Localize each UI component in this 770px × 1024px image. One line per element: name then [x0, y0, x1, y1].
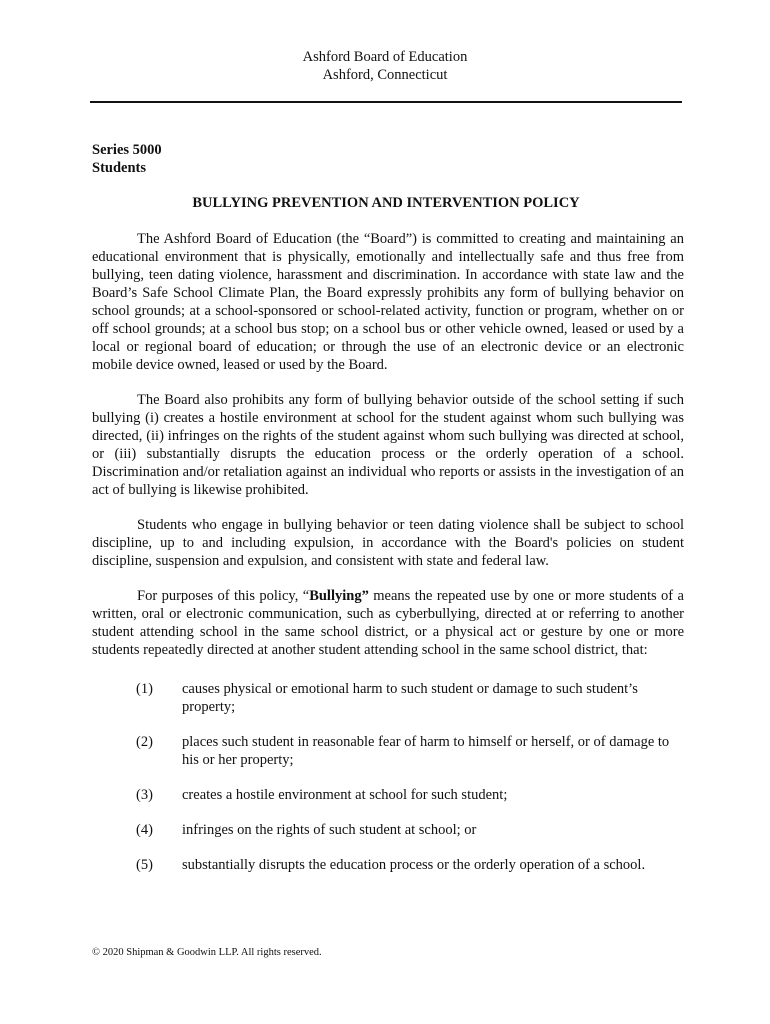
list-item-text: creates a hostile environment at school for such student; — [182, 787, 508, 803]
list-item-number: (1) — [136, 681, 153, 697]
list-item — [92, 733, 684, 769]
policy-body — [92, 230, 684, 891]
header-divider — [90, 101, 682, 103]
paragraph-4-rest: means the repeated use by one or more students of a written, oral or electronic communication, such as cyberbullying, directed at or referring to another student attending school in the same school district, or a physical act or gesture by one or more students repeatedly directed at another student attending school in the same school district, that: — [92, 588, 684, 658]
list-item-number: (3) — [136, 787, 153, 803]
list-item — [92, 821, 684, 839]
list-item — [92, 856, 684, 874]
letterhead — [0, 48, 770, 84]
paragraph-3: Students who engage in bullying behavior or teen dating violence shall be subject to school discipline, up to and including expulsion, in accordance with the Board's policies on student discipline, suspension and expulsion, and consistent with state and federal law. — [92, 517, 684, 569]
bullying-term: Bullying” — [309, 588, 369, 604]
list-item-text: substantially disrupts the education process or the orderly operation of a school. — [182, 857, 646, 873]
org-name: Ashford Board of Education — [302, 49, 468, 65]
list-item-text: places such student in reasonable fear of harm to himself or herself, or of damage to his or her property; — [182, 734, 670, 768]
list-item-text: infringes on the rights of such student at school; or — [182, 822, 477, 838]
list-item-text: causes physical or emotional harm to such student or damage to such student’s property; — [182, 681, 638, 715]
list-item-number: (5) — [136, 857, 153, 873]
copyright-footer: © 2020 Shipman & Goodwin LLP. All rights reserved. — [92, 947, 322, 958]
series-category: Students — [92, 160, 146, 176]
list-item-number: (4) — [136, 822, 153, 838]
list-item — [92, 680, 684, 716]
list-item-number: (2) — [136, 734, 153, 750]
policy-title: BULLYING PREVENTION AND INTERVENTION POLICY — [192, 195, 580, 211]
series-block — [92, 141, 162, 177]
paragraph-4 — [92, 587, 684, 659]
paragraph-1: The Ashford Board of Education (the “Board”) is committed to creating and maintaining an educational environment that is physically, emotionally and intellectually safe and thus free from bullying, teen dating violence, harassment and discrimination. In accordance with state law and the Board’s Safe School Climate Plan, the Board expressly prohibits any form of bullying behavior on school grounds; at a school-sponsored or school-related activity, function or program, whether on or off school grounds; at a school bus stop; on a school bus or other vehicle owned, leased or used by a local or regional board of education; or through the use of an electronic device or an electronic mobile device owned, leased or used by the Board. — [92, 231, 684, 373]
paragraph-4-prefix: For purposes of this policy, “ — [137, 588, 310, 604]
series-number: Series 5000 — [92, 142, 162, 158]
list-item — [92, 786, 684, 804]
criteria-list — [92, 680, 684, 874]
paragraph-2: The Board also prohibits any form of bullying behavior outside of the school setting if such bullying (i) creates a hostile environment at school for the student against whom such bullying was directed, (ii) infringes on the rights of the student against whom such bullying was directed at school, or (iii) substantially disrupts the education process or the orderly operation of a school. Discrimination and/or retaliation against an individual who reports or assists in the investigation of an act of bullying is likewise prohibited. — [92, 392, 684, 498]
org-location: Ashford, Connecticut — [322, 67, 448, 83]
